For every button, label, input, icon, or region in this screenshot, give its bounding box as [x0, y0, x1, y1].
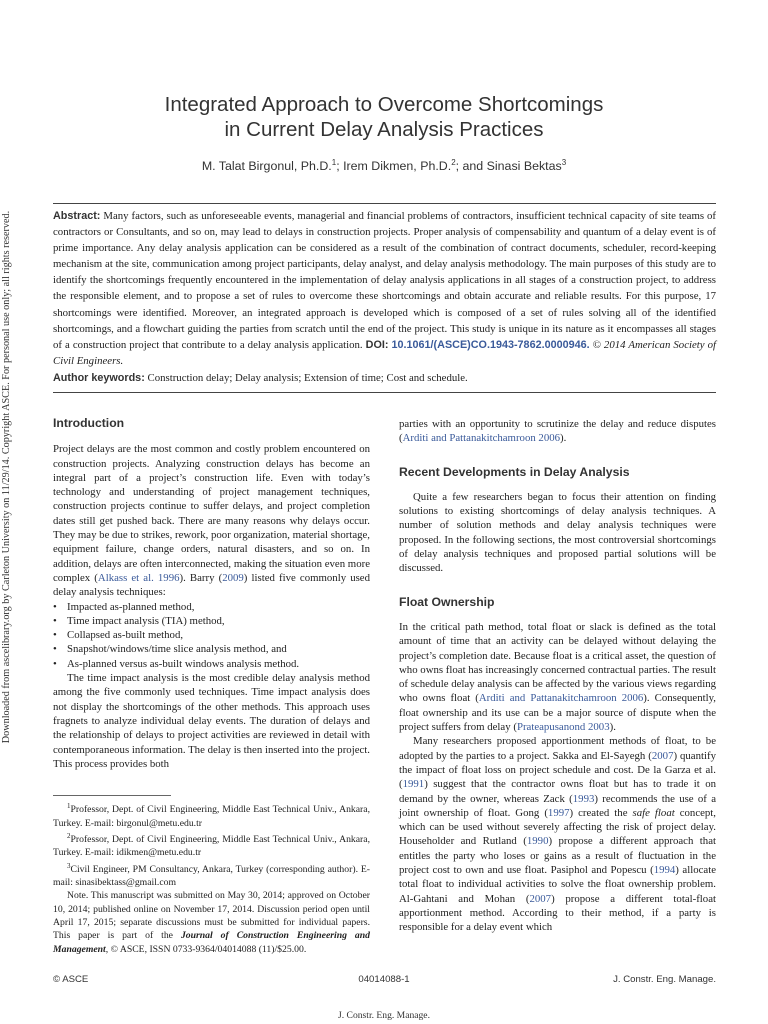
citation-delagarza[interactable]: 1991	[402, 778, 425, 791]
author-1: M. Talat Birgonul, Ph.D.	[201, 159, 332, 174]
citation-householder[interactable]: 1990	[526, 835, 549, 848]
title-line-1: Integrated Approach to Overcome Shortcomings	[164, 93, 604, 116]
author-list	[0, 158, 768, 173]
citation-sakka[interactable]: 2007	[651, 749, 674, 762]
left-column	[53, 416, 370, 771]
list-item: • Snapshot/windows/time slice analysis method, and	[53, 642, 370, 656]
citation-prateapusanond[interactable]: Prateapusanond 2003	[516, 721, 610, 734]
footer-page-id: 04014088-1	[358, 974, 410, 985]
abstract-block	[53, 208, 716, 369]
title-line-2: in Current Delay Analysis Practices	[224, 118, 544, 141]
list-item: • Collapsed as-built method,	[53, 628, 370, 642]
citation-pasiphol[interactable]: 1994	[653, 864, 676, 877]
download-notice: Downloaded from ascelibrary.org by Carleton University on 11/29/14. Copyright ASCE. For personal use only; all rights reserved.	[1, 210, 12, 744]
author-3: ; and Sinasi Bektas	[455, 159, 562, 174]
keywords-text: Construction delay; Delay analysis; Extension of time; Cost and schedule.	[147, 372, 468, 384]
citation-algahtani[interactable]: 2007	[529, 892, 552, 905]
list-item: • Time impact analysis (TIA) method,	[53, 614, 370, 628]
citation-barry[interactable]: 2009	[222, 571, 244, 584]
copyright-note: © 2014 American Society of Civil Engineers.	[53, 338, 717, 367]
footnote-2: $^2$Professor, Dept. of Civil Engineering, Middle East Technical Univ., Ankara, Turkey. E-mail: idikmen@metu.edu.tr	[53, 831, 370, 859]
citation-alkass[interactable]: Alkass et al. 1996	[97, 571, 180, 584]
keywords-rule	[53, 392, 716, 393]
submission-note: Note. This manuscript was submitted on May 30, 2014; approved on October 10, 2014; published online on November 17, 2014. Discussion period open until April 17, 2015; separate discussions must be submitted for individual papers. This paper is part of the Journal of Construction Engineering and Management, © ASCE, ISSN 0733-9364/04014088 (11)/$25.00.	[53, 890, 370, 955]
citation-arditi-2[interactable]: Arditi and Pattanakitchamroon 2006	[478, 692, 644, 705]
footnote-3: $^3$Civil Engineer, PM Consultancy, Ankara, Turkey (corresponding author). E-mail: sinasibektass@gmail.com	[53, 861, 370, 889]
paragraph-continuation: parties with an opportunity to scrutinize the delay and reduce disputes (Arditi and Pattanakitchamroon 2006).	[399, 418, 716, 445]
intro-paragraph-2: The time impact analysis is the most credible delay analysis method among the five commonly used techniques. Time impact analysis does not display the shortcomings of the other methods. This approach uses fragnets to analyze individual delay events. The duration of delays and the relationship of delays to project activities are reviewed in detail with contemporaneous information. The delay is then inserted into the project. This process provides both	[53, 672, 370, 770]
citation-gong[interactable]: 1997	[547, 806, 570, 819]
citation-arditi[interactable]: Arditi and Pattanakitchamroon 2006	[402, 432, 561, 445]
footer-journal: J. Constr. Eng. Manage.	[613, 974, 716, 985]
heading-introduction: Introduction	[53, 416, 125, 430]
author-3-mark: 3	[561, 158, 567, 167]
technique-list	[53, 600, 370, 671]
bottom-journal: J. Constr. Eng. Manage.	[338, 1010, 430, 1021]
heading-recent-developments: Recent Developments in Delay Analysis	[399, 464, 630, 479]
footer-copyright: © ASCE	[53, 974, 89, 985]
footnotes	[53, 800, 370, 956]
top-rule	[53, 203, 716, 204]
doi-link[interactable]: 10.1061/(ASCE)CO.1943-7862.0000946.	[391, 338, 590, 351]
list-item: • Impacted as-planned method,	[53, 600, 370, 614]
right-column	[399, 417, 716, 935]
author-1-mark: 1	[331, 158, 337, 167]
heading-float-ownership: Float Ownership	[399, 594, 495, 609]
keywords-label: Author keywords:	[53, 372, 145, 384]
footnote-1: $^1$Professor, Dept. of Civil Engineering, Middle East Technical Univ., Ankara, Turkey. E-mail: birgonul@metu.edu.tr	[53, 802, 370, 829]
list-item: • As-planned versus as-built windows analysis method.	[53, 657, 370, 671]
paper-title	[0, 92, 768, 142]
citation-zack[interactable]: 1993	[572, 792, 595, 805]
doi-label: DOI:	[365, 338, 389, 351]
intro-paragraph-1: Project delays are the most common and costly problem encountered on construction projects. Analyzing construction delays has become an integral part of a project’s construction life. Even with today’s technology and understanding of project management techniques, construction projects continue to suffer delays, and project completion dates still get pushed back. There are many reasons why delays occur. They may be due to strikes, rework, poor organization, material shortage, equipment failure, change orders, natural disasters, and so on. In addition, delays are often interconnected, making the situation even more complex (Alkass et al. 1996). Barry (2009) listed five commonly used delay analysis techniques:	[53, 443, 371, 599]
float-paragraph-1: In the critical path method, total float or slack is defined as the total amount of time that an activity can be delayed without delaying the project’s completion date. Because float is a critical asset, the question of who owns float has increasingly concerned contractual parties. The result of schedule delay analysis can be affected by the various views regarding who owns float (Arditi and Pattanakitchamroon 2006). Consequently, float ownership and its use can be a major source of dispute when the project suffers from delay (Prateapusanond 2003).	[399, 620, 717, 734]
author-2-mark: 2	[451, 158, 456, 167]
abstract-text: Many factors, such as unforeseeable events, managerial and financial problems of contractors, insufficient technical capacity of site teams of contractors or Consultants, and so on, may lead to delays in construction projects. Proper analysis of compensability and quantum of a delay event is of prime importance. Any delay analysis application can be considered as a result of the combination of contract documents, scheduler, record-keeping mechanism at the site, communication among project participants, delay analyst, and delay analysis methodology. The main purposes of this study are to identify the shortcomings frequently encountered in the implementation of delay analysis applications in all stages of a construction project, to address the responsible element, and to propose a set of rules to overcome these shortcomings and obtain accurate and reliable results. For this purpose, 17 shortcomings were identified. Moreover, an integrated approach is developed which is composed of a set of rules solving all of the identified shortcomings, and a flowchart guiding the parties from scratch until the end of the project. This study is unique in its nature as it encompasses all stages of a construction project that contribute to a delay analysis application.	[53, 210, 716, 351]
abstract-label: Abstract:	[53, 210, 101, 222]
keywords-block	[53, 372, 716, 384]
recent-paragraph: Quite a few researchers began to focus their attention on finding solutions to existing shortcomings of delay analysis techniques. A number of solution methods and delay analysis techniques were proposed. In the following sections, the most controversial shortcomings of delay analysis techniques and proposed partial solutions will be discussed.	[399, 490, 716, 575]
footnote-rule	[53, 795, 171, 796]
author-2: ; Irem Dikmen, Ph.D.	[336, 159, 452, 174]
float-paragraph-2: Many researchers proposed apportionment methods of float, to be adopted by the parties to a project. Sakka and El-Sayegh (2007) quantify the impact of float loss on project schedule and cost. De la Garza et al. (1991) suggest that the contractor owns float but has to trade it on demand by the owner, whereas Zack (1993) recommends the use of a joint ownership of float. Gong (1997) created the safe float concept, which can be used without severely affecting the risk of project delay. Householder and Rutland (1990) propose a different approach that entitles the party who loses or gains as a result of fluctuation in the project cost to own and use float. Pasiphol and Popescu (1994) allocate total float to individual activities to solve the float ownership problem. Al-Gahtani and Mohan (2007) propose a different total-float apportionment method. According to their method, if a party is responsible for a delay event which	[399, 735, 717, 934]
